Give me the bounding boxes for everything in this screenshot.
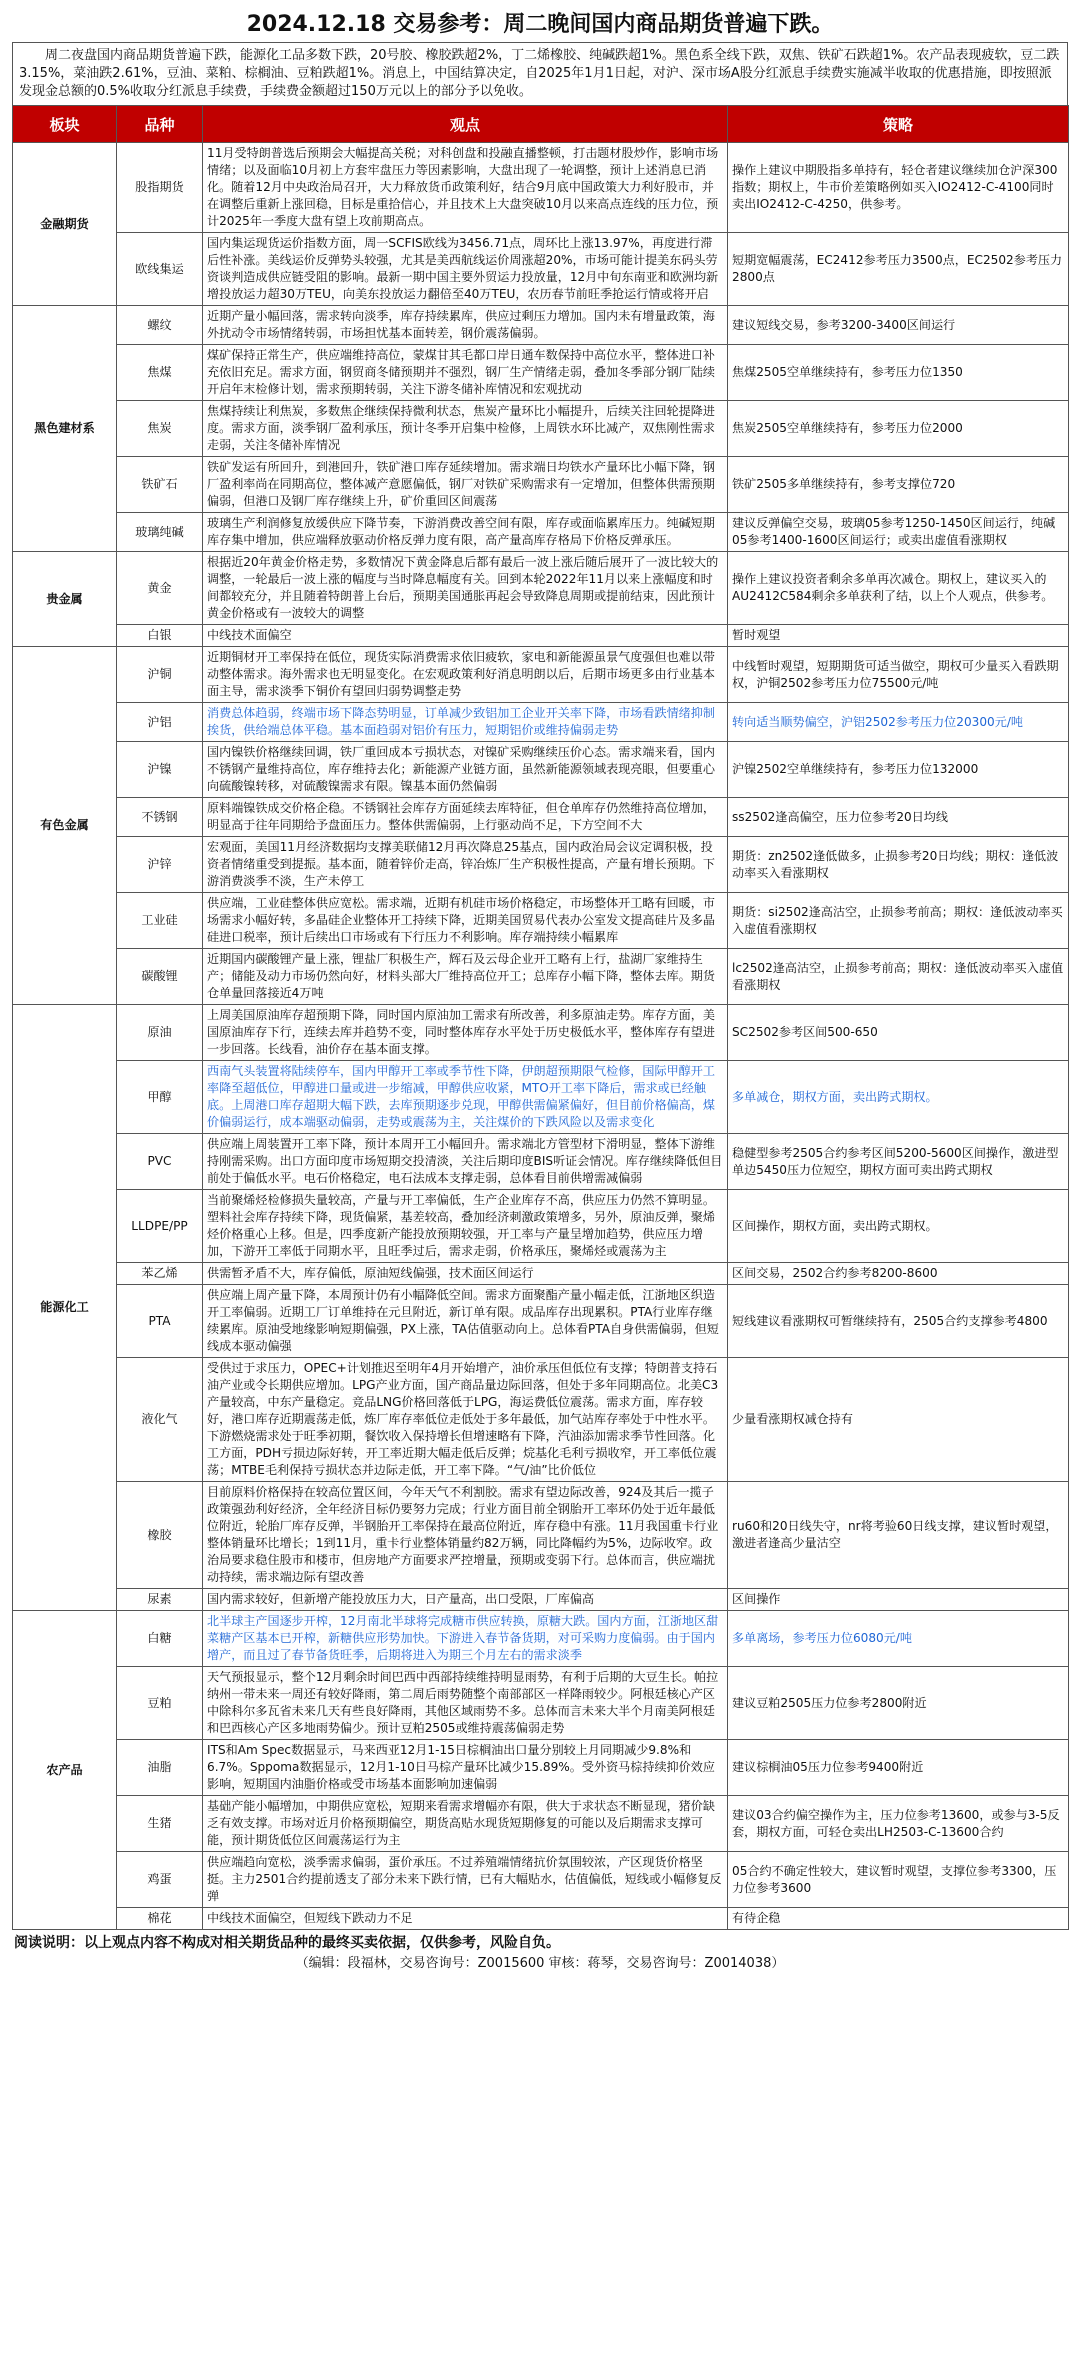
- variety-cell: 铁矿石: [117, 457, 203, 513]
- view-cell: 国内需求较好，但新增产能投放压力大，日产量高，出口受限，厂库偏高: [203, 1589, 728, 1611]
- table-row: [13, 742, 1069, 798]
- view-cell: 供应端上周产量下降，本周预计仍有小幅降低空间。需求方面聚酯产量小幅走低，江浙地区织造开工率偏弱。近期工厂订单维持在元旦附近，新订单有限。成品库存出现累积。PTA行业库存继续累库。原油受地缘影响短期偏强，PX上涨，TA估值驱动向上。总体看PTA自身供需偏弱，但短线成本驱动偏强: [203, 1285, 728, 1358]
- table-row: [13, 1358, 1069, 1482]
- variety-cell: 沪铜: [117, 647, 203, 703]
- table-row: [13, 552, 1069, 625]
- variety-cell: 沪锌: [117, 837, 203, 893]
- table-row: [13, 798, 1069, 837]
- strategy-cell: 建议反弹偏空交易，玻璃05参考1250-1450区间运行，纯碱05参考1400-1600区间运行；或卖出虚值看涨期权: [728, 513, 1069, 552]
- view-cell: 供需暂矛盾不大，库存偏低，原油短线偏强，技术面区间运行: [203, 1263, 728, 1285]
- strategy-cell: 建议豆粕2505压力位参考2800附近: [728, 1667, 1069, 1740]
- strategy-cell: 区间交易，2502合约参考8200-8600: [728, 1263, 1069, 1285]
- strategy-cell: 暂时观望: [728, 625, 1069, 647]
- strategy-cell: 多单减仓，期权方面，卖出跨式期权。: [728, 1061, 1069, 1134]
- strategy-cell: 区间操作: [728, 1589, 1069, 1611]
- variety-cell: 白糖: [117, 1611, 203, 1667]
- view-cell: 玻璃生产利润修复放缓供应下降节奏，下游消费改善空间有限，库存或面临累库压力。纯碱短期库存集中增加，供应端释放驱动价格反弹力度有限，高产量高库存格局下价格反弹承压。: [203, 513, 728, 552]
- variety-cell: 玻璃纯碱: [117, 513, 203, 552]
- variety-cell: 碳酸锂: [117, 949, 203, 1005]
- strategy-cell: 焦煤2505空单继续持有，参考压力位1350: [728, 345, 1069, 401]
- strategy-cell: 铁矿2505多单继续持有，参考支撑位720: [728, 457, 1069, 513]
- strategy-cell: 建议03合约偏空操作为主，压力位参考13600，或参与3-5反套，期权方面，可轻仓卖出LH2503-C-13600合约: [728, 1796, 1069, 1852]
- view-cell: 煤矿保持正常生产，供应端维持高位，蒙煤甘其毛都口岸日通车数保持中高位水平，整体进口补充依旧充足。需求方面，钢贸商冬储预期并不强烈，钢厂生产情绪走弱，叠加冬季部分钢厂陆续开启年末检修计划，需求预期转弱，关注下游冬储补库情况和宏观扰动: [203, 345, 728, 401]
- strategy-cell: SC2502参考区间500-650: [728, 1005, 1069, 1061]
- view-cell: ITS和Am Spec数据显示，马来西亚12月1-15日棕榈油出口量分别较上月同期减少9.8%和6.7%。Sppoma数据显示，12月1-10日马棕产量环比减少15.89%。受外资马棕持续抑价效应影响，短期国内油脂价格或受市场基本面影响加速偏弱: [203, 1740, 728, 1796]
- view-cell: 原料端镍铁成交价格企稳。不锈钢社会库存方面延续去库特征，但仓单库存仍然维持高位增加，明显高于往年同期给予盘面压力。整体供需偏弱，上行驱动尚不足，下方空间不大: [203, 798, 728, 837]
- view-cell: 北半球主产国逐步开榨，12月南北半球将完成糖市供应转换，原糖大跌。国内方面，江浙地区甜菜糖产区基本已开榨，新糖供应形势加快。下游进入春节备货期，对可采购力度偏弱。由于国内增产，而且过了春节备货旺季，后期将进入为期三个月左右的需求淡季: [203, 1611, 728, 1667]
- strategy-cell: 建议短线交易，参考3200-3400区间运行: [728, 306, 1069, 345]
- strategy-cell: 焦炭2505空单继续持有，参考压力位2000: [728, 401, 1069, 457]
- sector-cell: 农产品: [13, 1611, 117, 1930]
- table-row: [13, 1482, 1069, 1589]
- strategy-cell: 建议棕榈油05压力位参考9400附近: [728, 1740, 1069, 1796]
- view-cell: 目前原料价格保持在较高位置区间，今年天气不利割胶。需求有望边际改善，924及其后一揽子政策强劲利好经济，全年经济目标仍要努力完成；行业方面目前全钢胎开工率环仍处于近年最低位附近，轮胎厂库存反弹，半钢胎开工率保持在最高位附近，库存稳中有涨。11月我国重卡行业整体销量环比增长；1到11月，重卡行业整体销量约82万辆，同比降幅约为5%，边际收窄。政治局要求稳住股市和楼市，但房地产方面要求严控增量，预期或变弱下行。总体而言，供应端扰动持续，需求端边际有望改善: [203, 1482, 728, 1589]
- strategy-cell: ss2502逢高偏空，压力位参考20日均线: [728, 798, 1069, 837]
- variety-cell: 白银: [117, 625, 203, 647]
- table-body: [13, 143, 1069, 1930]
- strategy-cell: 期货：zn2502逢低做多，止损参考20日均线；期权：逢低波动率买入看涨期权: [728, 837, 1069, 893]
- variety-cell: 原油: [117, 1005, 203, 1061]
- disclaimer: 阅读说明：以上观点内容不构成对相关期货品种的最终买卖依据，仅供参考，风险自负。: [14, 1935, 560, 1951]
- table-row: [13, 703, 1069, 742]
- variety-cell: 焦炭: [117, 401, 203, 457]
- variety-cell: 油脂: [117, 1740, 203, 1796]
- strategy-cell: 沪镍2502空单继续持有，参考压力位132000: [728, 742, 1069, 798]
- table-row: [13, 1589, 1069, 1611]
- view-cell: 国内集运现货运价指数方面，周一SCFIS欧线为3456.71点，周环比上涨13.97%，再度进行滞后性补涨。美线运价反弹势头较强，尤其是美西航线运价周涨超20%，市场可能计提美东码头劳资谈判造成供应链受阻的影响。最新一期中国主要外贸运力投放量，12月中旬东南亚和欧洲均新增投放运力超30万TEU，向美东投放运力翻倍至40万TEU，农历春节前旺季抢运行情或将开启: [203, 233, 728, 306]
- variety-cell: 鸡蛋: [117, 1852, 203, 1908]
- view-cell: 中线技术面偏空，但短线下跌动力不足: [203, 1908, 728, 1930]
- view-cell: 天气预报显示，整个12月剩余时间巴西中西部持续维持明显雨势，有利于后期的大豆生长。帕拉纳州一带未来一周还有较好降雨，第二周后雨势随整个南部部区一样降雨较少。阿根廷核心产区中除科尔多瓦省未来几天有些良好降雨，其他区域雨势不多。总体而言未来大半个月南美阿根廷和巴西核心产区多地雨势偏少。预计豆粕2505或维持震荡偏弱走势: [203, 1667, 728, 1740]
- view-cell: 当前聚烯烃检修损失量较高，产量与开工率偏低，生产企业库存不高，供应压力仍然不算明显。塑料社会库存持续下降，现货偏紧，基差较高，叠加经济刺激政策增多，另外，原油反弹，聚烯烃价格重心上移。但是，四季度新产能投放预期较强，开工率与产量呈增加趋势，供应压力增加，下游开工率低于同期水平，且旺季过后，需求走弱，价格承压，聚烯烃或震荡为主: [203, 1190, 728, 1263]
- strategy-cell: 操作上建议投资者剩余多单再次减仓。期权上，建议买入的AU2412C584剩余多单获利了结，以上个人观点，供参考。: [728, 552, 1069, 625]
- editor-credit: （编辑：段福林，交易咨询号：Z0015600 审核：蒋琴，交易咨询号：Z0014038）: [295, 1956, 785, 1971]
- table-row: [13, 457, 1069, 513]
- table-row: [13, 1061, 1069, 1134]
- table-row: [13, 1740, 1069, 1796]
- view-cell: 近期产量小幅回落，需求转向淡季，库存持续累库，供应过剩压力增加。国内未有增量政策，海外扰动令市场情绪转弱，市场担忧基本面转差，钢价震荡偏弱。: [203, 306, 728, 345]
- strategy-cell: 中线暂时观望，短期期货可适当做空，期权可少量买入看跌期权，沪铜2502参考压力位75500元/吨: [728, 647, 1069, 703]
- view-cell: 基础产能小幅增加，中期供应宽松，短期来看需求增幅亦有限，供大于求状态不断显现，猪价缺乏有效支撑。市场对近月价格预期偏空，期货高贴水现货短期修复的可能以及后期需求支撑可能，预计期货低位区间震荡运行为主: [203, 1796, 728, 1852]
- strategy-cell: 区间操作，期权方面，卖出跨式期权。: [728, 1190, 1069, 1263]
- view-cell: 国内镍铁价格继续回调，铁厂重回成本亏损状态，对镍矿采购继续压价心态。需求端来看，国内不锈钢产量维持高位，库存维持去化；新能源产业链方面，虽然新能源领域表现亮眼，但要重心向硫酸镍转移，对硫酸镍需求有限。镍基本面仍然偏弱: [203, 742, 728, 798]
- market-summary: 周二夜盘国内商品期货普遍下跌，能源化工品多数下跌，20号胶、橡胶跌超2%，丁二烯橡胶、纯碱跌超1%。黑色系全线下跌，双焦、铁矿石跌超1%。农产品表现疲软，豆二跌3.15%，菜油跌2.61%，豆油、菜粕、棕榈油、豆粕跌超1%。消息上，中国结算决定，自2025年1月1日起，对沪、深市场A股分红派息手续费实施减半收取的优惠措施，即按照派发现金总额的0.5%收取分红派息手续费，手续费金额超过150万元以上的部分予以免收。: [12, 42, 1068, 105]
- view-cell: 西南气头装置将陆续停车，国内甲醇开工率或季节性下降，伊朗超预期限气检修，国际甲醇开工率降至超低位，甲醇进口量或进一步缩减，甲醇供应收紧，MTO开工率下降后，需求或已经触底。上周港口库存超期大幅下跌，去库预期逐步兑现，甲醇供需偏紧偏好，但目前价格偏高，煤价偏弱运行，成本端驱动偏弱，走势或震荡为主，关注煤价的下跌风险以及需求变化: [203, 1061, 728, 1134]
- table-row: [13, 1908, 1069, 1930]
- strategy-cell: 稳健型参考2505合约参考区间5200-5600区间操作，激进型单边5450压力位短空，期权方面可卖出跨式期权: [728, 1134, 1069, 1190]
- table-row: [13, 837, 1069, 893]
- table-row: [13, 233, 1069, 306]
- table-row: [13, 1263, 1069, 1285]
- table-row: [13, 306, 1069, 345]
- report-title: 2024.12.18 交易参考：周二晚间国内商品期货普遍下跌。: [246, 12, 834, 37]
- table-row: [13, 1005, 1069, 1061]
- variety-cell: 不锈钢: [117, 798, 203, 837]
- view-cell: 根据近20年黄金价格走势，多数情况下黄金降息后都有最后一波上涨后随后展开了一波比较大的调整，一轮最后一波上涨的幅度与当时降息幅度有关。回到本轮2022年11月以来上涨幅度和时间都较充分，并且随着特朗普上台后，预期美国通胀再起会导致降息周期或提前结束，因此预计黄金价格或有一波较大的调整: [203, 552, 728, 625]
- variety-cell: 焦煤: [117, 345, 203, 401]
- header-strategy: 策略: [728, 106, 1069, 143]
- view-cell: 供应端趋向宽松，淡季需求偏弱，蛋价承压。不过养殖端情绪抗价氛围较浓，产区现货价格坚挺。主力2501合约提前透支了部分未来下跌行情，已有大幅贴水，估值偏低，短线或小幅修复反弹: [203, 1852, 728, 1908]
- view-cell: 中线技术面偏空: [203, 625, 728, 647]
- variety-cell: PVC: [117, 1134, 203, 1190]
- strategy-cell: ru60和20日线失守，nr将考验60日线支撑，建议暂时观望，激进者逢高少量沽空: [728, 1482, 1069, 1589]
- variety-cell: 液化气: [117, 1358, 203, 1482]
- variety-cell: 沪铝: [117, 703, 203, 742]
- variety-cell: 豆粕: [117, 1667, 203, 1740]
- header-sector: 板块: [13, 106, 117, 143]
- table-row: [13, 1190, 1069, 1263]
- strategy-cell: 操作上建议中期股指多单持有，轻仓者建议继续加仓沪深300指数；期权上，牛市价差策略例如买入IO2412-C-4100同时卖出IO2412-C-4250，供参考。: [728, 143, 1069, 233]
- strategy-cell: 短线建议看涨期权可暂继续持有，2505合约支撑参考4800: [728, 1285, 1069, 1358]
- strategy-cell: 有待企稳: [728, 1908, 1069, 1930]
- variety-cell: 欧线集运: [117, 233, 203, 306]
- strategy-cell: 短期宽幅震荡，EC2412参考压力3500点，EC2502参考压力2800点: [728, 233, 1069, 306]
- variety-cell: 工业硅: [117, 893, 203, 949]
- strategy-cell: 转向适当顺势偏空，沪铝2502参考压力位20300元/吨: [728, 703, 1069, 742]
- table-header-row: [13, 106, 1069, 143]
- strategy-cell: 期货：si2502逢高沽空，止损参考前高；期权：逢低波动率买入虚值看涨期权: [728, 893, 1069, 949]
- variety-cell: 生猪: [117, 1796, 203, 1852]
- sector-cell: 能源化工: [13, 1005, 117, 1611]
- variety-cell: 苯乙烯: [117, 1263, 203, 1285]
- sector-cell: 贵金属: [13, 552, 117, 647]
- table-row: [13, 513, 1069, 552]
- header-variety: 品种: [117, 106, 203, 143]
- sector-cell: 金融期货: [13, 143, 117, 306]
- table-row: [13, 1667, 1069, 1740]
- variety-cell: 螺纹: [117, 306, 203, 345]
- table-row: [13, 647, 1069, 703]
- table-row: [13, 949, 1069, 1005]
- variety-cell: 股指期货: [117, 143, 203, 233]
- view-cell: 近期铜材开工率保持在低位，现货实际消费需求依旧疲软，家电和新能源虽景气度强但也难以带动整体需求。海外需求也无明显变化。在宏观政策利好消息明朗以后，后期市场更多由行业基本面主导，需求淡季下铜价有望回归弱势调整走势: [203, 647, 728, 703]
- sector-cell: 有色金属: [13, 647, 117, 1005]
- variety-cell: 尿素: [117, 1589, 203, 1611]
- sector-cell: 黑色建材系: [13, 306, 117, 552]
- view-cell: 供应端，工业硅整体供应宽松。需求端，近期有机硅市场价格稳定，市场整体开工略有回暖，市场需求小幅好转，多晶硅企业整体开工持续下降，近期美国贸易代表办公室发文提高硅片及多晶硅进口税率，预计后续出口市场或有下行压力不利影响。库存端持续小幅累库: [203, 893, 728, 949]
- strategy-cell: 少量看涨期权减仓持有: [728, 1358, 1069, 1482]
- table-row: [13, 401, 1069, 457]
- table-row: [13, 893, 1069, 949]
- view-cell: 11月受特朗普选后预期会大幅提高关税；对科创盘和投融直播整顿，打击题材股炒作，影响市场情绪；以及面临10月初上方套牢盘压力等因素影响，大盘出现了一轮调整，预计上述消息已消化。随着12月中央政治局召开，大力释放货币政策利好，结合9月底中国政策大力利好股市，并在调整后重新上涨回稳，目标是重拾信心，并且技术上大盘突破10月以来高点连线的压力位，预计2025年一季度大盘有望上攻前期高点。: [203, 143, 728, 233]
- view-cell: 焦煤持续让利焦炭，多数焦企继续保持微利状态，焦炭产量环比小幅提升，后续关注回轮提降进度。需求方面，淡季钢厂盈利承压，预计冬季开启集中检修，上周铁水环比减产，双焦刚性需求走弱，关注冬储补库情况: [203, 401, 728, 457]
- report-page: [12, 0, 1068, 1974]
- strategy-cell: 05合约不确定性较大，建议暂时观望，支撑位参考3300，压力位参考3600: [728, 1852, 1069, 1908]
- variety-cell: 橡胶: [117, 1482, 203, 1589]
- view-cell: 消费总体趋弱，终端市场下降态势明显，订单减少致铝加工企业开关率下降，市场看跌情绪抑制挨货，供给端总体平稳。基本面趋弱对铝价有压力，短期铝价或维持偏弱走势: [203, 703, 728, 742]
- variety-cell: 沪镍: [117, 742, 203, 798]
- view-cell: 近期国内碳酸锂产量上涨，锂盐厂积极生产，辉石及云母企业开工略有上行，盐湖厂家维持生产；储能及动力市场仍然向好，材料头部大厂维持高位开工；总库存小幅下降，整体去库。期货仓单量回落接近4万吨: [203, 949, 728, 1005]
- view-cell: 铁矿发运有所回升，到港回升，铁矿港口库存延续增加。需求端日均铁水产量环比小幅下降，钢厂盈利率尚在同期高位，整体减产意愿偏低，钢厂对铁矿采购需求有一定增加，但整体供需预期偏弱，但港口及钢厂库存继续上升，矿价重回区间震荡: [203, 457, 728, 513]
- variety-cell: LLDPE/PP: [117, 1190, 203, 1263]
- view-cell: 宏观面，美国11月经济数据均支撑美联储12月再次降息25基点，国内政治局会议定调积极，投资者情绪重受到提振。基本面，随着锌价走高，锌冶炼厂生产积极性提高，产量有增长预期。下游消费淡季不淡，生产未停工: [203, 837, 728, 893]
- table-row: [13, 625, 1069, 647]
- strategy-cell: lc2502逢高沽空，止损参考前高；期权：逢低波动率买入虚值看涨期权: [728, 949, 1069, 1005]
- view-cell: 受供过于求压力，OPEC+计划推迟至明年4月开始增产，油价承压但低位有支撑；特朗普支持石油产业或令长期供应增加。LPG产业方面，国产商品量边际回落，但处于多年同期高位。北美C3产量较高，中东产量稳定。竞品LNG价格回落低于LPG，海运费低位震荡。需求方面，库存较好，港口库存近期震荡走低，炼厂库存率低位走低处于多年最低，加气站库存率处于中性水平。下游燃烧需求处于旺季初期，餐饮收入保持增长但增速略有下降，汽油添加需求季节性回落。化工方面，PDH亏损边际好转，开工率近期大幅走低后反弹；烷基化毛利亏损收窄，开工率低位震荡；MTBE毛利保持亏损状态并边际走低，开工率下降。“气/油”比价低位: [203, 1358, 728, 1482]
- view-cell: 上周美国原油库存超预期下降，同时国内原油加工需求有所改善，利多原油走势。库存方面，美国原油库存下行，连续去库并趋势不变，同时整体库存水平处于历史极低水平，整体库存有望进一步回落。长线看，油价存在基本面支撑。: [203, 1005, 728, 1061]
- table-row: [13, 1852, 1069, 1908]
- strategy-table: [12, 105, 1069, 1930]
- header-view: 观点: [203, 106, 728, 143]
- variety-cell: PTA: [117, 1285, 203, 1358]
- variety-cell: 黄金: [117, 552, 203, 625]
- table-row: [13, 1134, 1069, 1190]
- table-row: [13, 143, 1069, 233]
- view-cell: 供应端上周装置开工率下降，预计本周开工小幅回升。需求端北方管型材下滑明显，整体下游维持刚需采购。出口方面印度市场短期交投清淡，关注后期印度BIS听证会情况。库存继续降低但目前处于偏低水平。电石价格稳定，电石法成本支撑走弱，总体看目前供增需减偏弱: [203, 1134, 728, 1190]
- strategy-cell: 多单离场，参考压力位6080元/吨: [728, 1611, 1069, 1667]
- variety-cell: 棉花: [117, 1908, 203, 1930]
- variety-cell: 甲醇: [117, 1061, 203, 1134]
- table-row: [13, 1285, 1069, 1358]
- table-row: [13, 345, 1069, 401]
- table-row: [13, 1611, 1069, 1667]
- table-row: [13, 1796, 1069, 1852]
